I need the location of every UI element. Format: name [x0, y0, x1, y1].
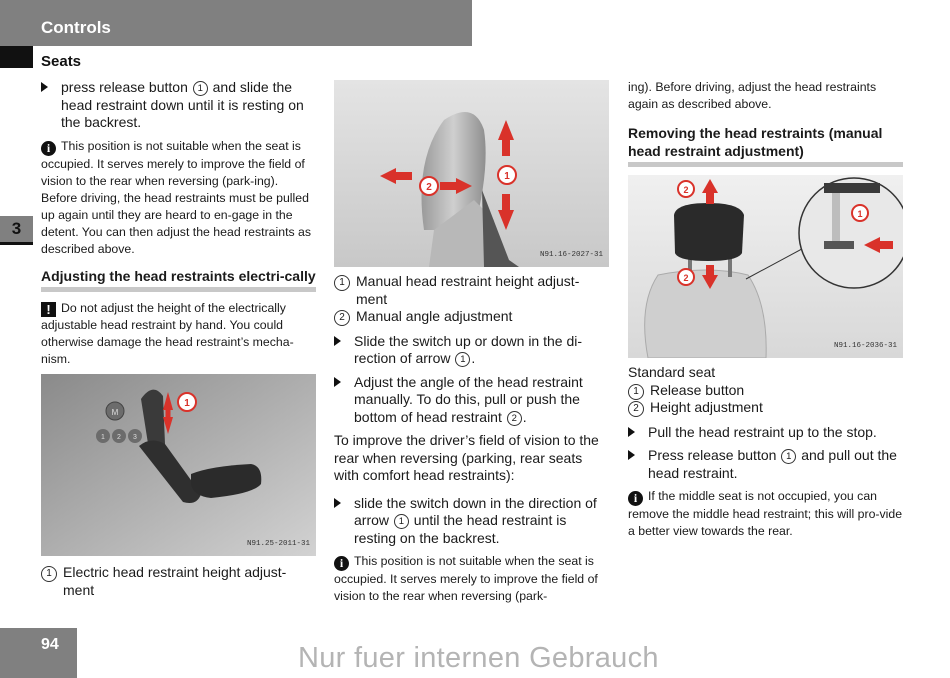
header-section-title: Controls [41, 18, 111, 37]
warning-icon: ! [41, 302, 56, 317]
legend-item: 2 Height adjustment [628, 399, 903, 417]
photo-code: N91.16-2036-31 [833, 341, 897, 350]
header-tab-marker [0, 46, 33, 68]
info-note: i This position is not suitable when the seat is occupied. It serves merely to improve the field of vision to the rear when reversing (park-ing). Before driving, the head restraints must be pulled up again until they are heard to en-gage in the detent. You can then adjust the head restraints as described above. [41, 138, 312, 256]
callout-number: 1 [781, 449, 796, 464]
info-note: i This position is not suitable when the seat is occupied. It serves merely to improve the field of vision to the rear when reversing (park- [334, 554, 598, 603]
callout-number: 1 [455, 352, 470, 367]
column-3 [628, 79, 903, 550]
seat-photo [628, 175, 903, 358]
section-heading: Adjusting the head restraints electri-cally [41, 268, 316, 293]
info-note: i If the middle seat is not occupied, you can remove the middle head restraint; this will pro-vide a better view towards the rear. [628, 489, 903, 538]
svg-text:M: M [111, 408, 119, 417]
warning-note: ! Do not adjust the height of the electrically adjustable head restraint by hand. You could otherwise damage the head restraint’s mecha-nism. [41, 301, 294, 366]
bullet-arrow-icon [334, 336, 341, 346]
watermark: Nur fuer internen Gebrauch [298, 642, 659, 674]
callout-number: 2 [507, 411, 522, 426]
callout-number: 1 [394, 514, 409, 529]
bullet-arrow-icon [334, 377, 341, 387]
bullet-arrow-icon [628, 427, 635, 437]
page-number: 94 [41, 636, 59, 653]
switch-photo [41, 374, 316, 556]
bullet-arrow-icon [334, 498, 341, 508]
legend-item: 1 Release button [628, 382, 903, 400]
bullet-arrow-icon [41, 82, 48, 92]
svg-text:2: 2 [683, 185, 689, 195]
column-2 [334, 80, 609, 615]
photo-code: N91.16-2027-31 [539, 250, 603, 259]
page-number-box [0, 628, 77, 678]
legend-item: 1 Electric head restraint height adjust-ment [41, 564, 316, 599]
bullet-arrow-icon [628, 450, 635, 460]
callout-number: 2 [334, 310, 350, 326]
instruction-bullet: Slide the switch up or down in the di-rection of arrow 1 . [334, 333, 609, 368]
svg-text:2: 2 [683, 273, 689, 283]
instruction-bullet: Pull the head restraint up to the stop. [628, 424, 903, 442]
photo-code: N91.25-2011-31 [246, 539, 310, 548]
callout-number: 1 [334, 275, 350, 291]
instruction-bullet: slide the switch down in the direction of arrow 1 until the head restraint is resting on the backrest. [334, 495, 609, 548]
callout-number: 2 [628, 401, 644, 417]
chapter-tab: 3 [0, 216, 33, 242]
svg-text:2: 2 [426, 182, 432, 193]
subsection-title: Seats [41, 53, 82, 70]
svg-text:1: 1 [184, 398, 190, 409]
paragraph: To improve the driver’s field of vision to the rear when reversing (parking, rear seats with comfort head restraints): [334, 432, 599, 483]
legend-item: 1 Manual head restraint height adjust-ment [334, 273, 609, 308]
svg-text:1: 1 [101, 434, 105, 441]
info-icon: i [334, 556, 349, 571]
svg-text:1: 1 [857, 209, 863, 219]
head-restraint-photo [334, 80, 609, 267]
svg-text:3: 3 [133, 434, 137, 441]
svg-text:2: 2 [117, 434, 121, 441]
image-caption: Standard seat [628, 364, 716, 380]
info-icon: i [628, 491, 643, 506]
svg-text:1: 1 [504, 171, 510, 182]
legend-item: 2 Manual angle adjustment [334, 308, 609, 326]
continued-note: ing). Before driving, adjust the head restraints again as described above. [628, 80, 877, 111]
instruction-bullet: Adjust the angle of the head restraint manually. To do this, pull or push the bottom of head restraint 2 . [334, 374, 609, 427]
instruction-bullet: Press release button 1 and pull out the head restraint. [628, 447, 903, 482]
info-icon: i [41, 141, 56, 156]
callout-number: 1 [628, 384, 644, 400]
column-1 [41, 79, 316, 599]
callout-number: 1 [193, 81, 208, 96]
callout-number: 1 [41, 566, 57, 582]
instruction-bullet: press release button 1 and slide the head restraint down until it is resting on the backrest. [41, 79, 316, 132]
section-heading: Removing the head restraints (manual head restraint adjustment) [628, 125, 903, 167]
